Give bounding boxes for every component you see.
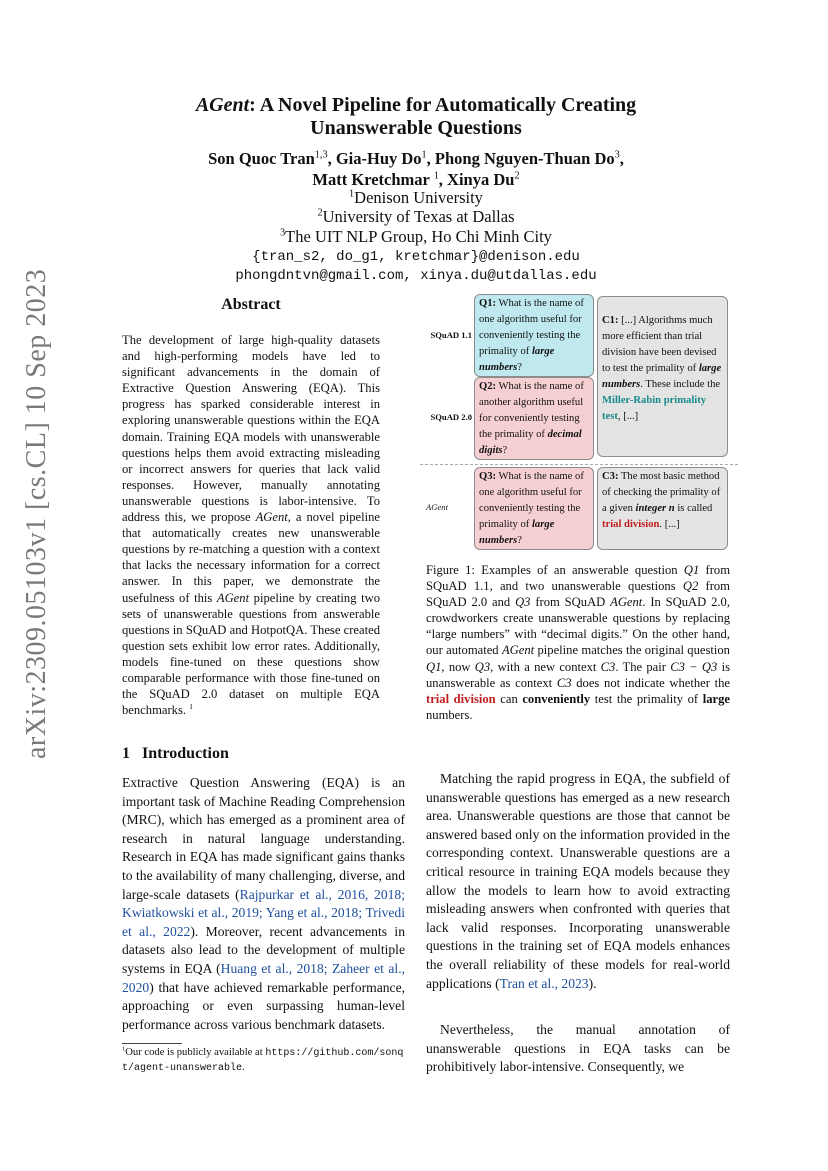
c1-em: large numbers (602, 363, 722, 390)
footnote-text: Our code is publicly available at (125, 1047, 266, 1058)
para-text: ) that have achieved remarkable performance, approaching or even surpassing human-level performance across various benchmark datasets. (122, 979, 405, 1032)
author-sup: 2 (514, 170, 520, 182)
cap-var: C3 (556, 675, 572, 690)
affil-sup: 1 (349, 188, 355, 200)
author-list (120, 148, 712, 190)
cap-var: Q1 (426, 659, 442, 674)
q2-text: What is the name of another algorithm useful for conveniently testing the primality of (479, 381, 584, 440)
intro-paragraph-2 (426, 770, 730, 993)
affil-sup: 2 (317, 207, 323, 219)
row-label-squad11: SQuAD 1.1 (430, 330, 472, 340)
cap-var: Q3 (515, 595, 531, 610)
cap-text: pipeline matches the original question (534, 643, 730, 658)
q2-em: decimal digits (479, 429, 582, 456)
para-text: Matching the rapid progress in EQA, the subfield of unanswerable questions has emerged as a new research area. Unanswerable questions are those that cannot be answered based only on the information provided in the corresponding context. Unanswerable questions are a critical resource in training EQA models because they allow the models to learn how to avoid extracting misleading answers when confronted with queries that lack valid responses. Incorporating unanswerable questions in the training set of EQA models enhances the overall reliability of these models for real-world applications ( (426, 771, 730, 991)
author-name: Son Quoc Tran (208, 149, 315, 168)
intro-paragraph-1 (122, 774, 405, 1034)
c3-text: The most basic method of checking the primality of a given (602, 471, 721, 514)
author-name: , Gia-Huy Do (327, 149, 422, 168)
cap-text: , with a new context (490, 659, 601, 674)
q2-box (474, 377, 594, 460)
author-name: Matt Kretchmar (312, 170, 430, 189)
footnote-mark: 1 (189, 701, 194, 711)
cap-text: can (495, 691, 523, 706)
c3-box (597, 467, 728, 550)
q1-text: What is the name of one algorithm useful for conveniently testing the primality of (479, 298, 584, 357)
q1-box (474, 294, 594, 377)
title-line2: Unanswerable Questions (310, 117, 522, 139)
abstract-text: , a novel pipeline that automatically creates new unanswerable questions by re-matching a question with a context that lacks the necessary information for a correct answer. In this paper, we demonstrate the usefulness of this (122, 510, 381, 605)
author-sup: 1 (433, 170, 439, 182)
author-sup: 1,3 (314, 149, 328, 161)
cap-var: Q2 (682, 579, 699, 594)
citation-link[interactable]: Rajpurkar et al., 2016, 2018; Kwiatkowski et al., 2019; Yang et al., 2018; Trivedi et al., 2022 (122, 886, 405, 939)
affil-name: The UIT NLP Group, Ho Chi Minh City (285, 227, 552, 246)
abstract-agent: AGent (255, 510, 288, 525)
author-name: , Phong Nguyen-Thuan Do (426, 149, 615, 168)
author-sep: , (619, 149, 624, 168)
c1-text: . These include the (640, 379, 721, 390)
figure-caption (426, 562, 730, 723)
q3-end: ? (517, 535, 522, 546)
para-text: Extractive Question Answering (EQA) is an important task of Machine Reading Comprehension (MRC), which has emerged as a prominent area of research in natural language understanding. Research in EQA has made significant gains thanks to the availability of many challenging, diverse, and large-scale datasets ( (122, 775, 405, 902)
footnote-url[interactable]: https://github.com/sonqt/agent-unanswerable (122, 1048, 404, 1074)
q1-end: ? (517, 362, 522, 373)
affil-name: University of Texas at Dallas (322, 207, 515, 226)
q1-em: large numbers (479, 346, 555, 373)
cap-text: from SQuAD (530, 595, 611, 610)
footnote-end: . (242, 1062, 245, 1073)
cap-text: from SQuAD 1.1, and two unanswerable questions (426, 563, 730, 594)
affiliation-3 (120, 227, 712, 247)
c1-text: , [...] (617, 411, 639, 422)
affil-sup: 3 (280, 227, 286, 239)
c1-box (597, 296, 728, 457)
cap-text: does not indicate whether the (571, 675, 730, 690)
figure-divider (420, 464, 738, 465)
q3-box (474, 467, 594, 550)
cap-var: Q3 (474, 659, 491, 674)
para-text: ). Moreover, recent advancements in datasets also lead to the development of multiple systems in EQA ( (122, 923, 405, 976)
cap-trial-division: trial division (426, 691, 496, 706)
c1-label: C1: (602, 315, 619, 326)
para-text: ). (588, 975, 597, 991)
row-label-squad20: SQuAD 2.0 (430, 412, 472, 422)
cap-var: C3 − Q3 (670, 659, 718, 674)
q2-end: ? (502, 445, 508, 456)
affil-name: Denison University (354, 188, 483, 207)
c3-em: integer n (635, 503, 675, 514)
email-line-2: phongdntvn@gmail.com, xinya.du@utdallas.edu (235, 268, 597, 284)
abstract-body (122, 332, 380, 718)
cap-text: , now (441, 659, 475, 674)
q3-em: large numbers (479, 519, 555, 546)
title-main: : A Novel Pipeline for Automatically Creating (249, 94, 637, 116)
cap-large: large (702, 691, 730, 706)
title-agent: AGent (195, 94, 250, 116)
email-line-1: {tran_s2, do_g1, kretchmar}@denison.edu (252, 249, 580, 265)
cap-text: test the primality of (590, 691, 703, 706)
affiliation-2 (120, 207, 712, 227)
abstract-text: The development of large high-quality datasets and high-performing models have led to significant advancements in the domain of Extractive Question Answering (EQA). This progress has sparked considerable interest in exploring unanswerable questions within the EQA domain. Training EQA models with unanswerable questions helps them avoid extracting misleading or incorrect answers for queries that lack valid responses. However, manually annotating unanswerable questions is labor-intensive. To address this, we propose (122, 333, 380, 525)
section-heading-introduction: 1 Introduction (122, 745, 229, 762)
row-label-agent: AGent (426, 502, 448, 512)
q1-label: Q1: (479, 298, 497, 309)
c3-label: C3: (602, 471, 619, 482)
cap-conveniently: conveniently (522, 691, 591, 706)
q3-label: Q3: (479, 471, 497, 482)
abstract-heading: Abstract (221, 296, 281, 313)
paper-title (120, 94, 712, 140)
cap-text: Figure 1: Examples of an answerable question (426, 563, 684, 577)
c3-text: is called (674, 503, 713, 514)
footnote-rule (122, 1043, 182, 1044)
cap-text: numbers. (426, 707, 473, 722)
cap-text: is unanswerable as context (426, 659, 730, 690)
abstract-agent: AGent (216, 590, 250, 605)
author-name: , Xinya Du (438, 170, 515, 189)
cap-text: . In SQuAD 2.0, crowdworkers create unanswerable questions by replacing “large numbers” with “decimal digits.” On the other hand, our automated (426, 595, 730, 658)
arxiv-stamp: arXiv:2309.05103v1 [cs.CL] 10 Sep 2023 (21, 268, 52, 759)
cap-text: from SQuAD 2.0 and (426, 579, 730, 610)
intro-paragraph-3: Nevertheless, the manual annotation of unanswerable questions in EQA tasks can be prohibitively labor-intensive. Consequently, we (426, 1022, 730, 1075)
c3-highlight: trial division (602, 519, 660, 530)
cap-agent: AGent (501, 643, 535, 658)
q2-label: Q2: (479, 381, 497, 392)
figure-1 (420, 294, 738, 552)
footnote-number: 1 (122, 1045, 126, 1053)
cap-agent: AGent (610, 595, 643, 610)
c1-highlight: Miller-Rabin primality test (602, 395, 707, 422)
cap-var: C3 (600, 659, 616, 674)
abstract-text: pipeline by creating two sets of unanswerable questions from answerable questions in SQuAD and HotpotQA. These created question sets exhibit low error rates. Additionally, models fine-tuned on these questions show comparable performance with those fine-tuned on the SQuAD 2.0 dataset on multiple EQA benchmarks. (122, 590, 380, 718)
cap-text: . The pair (615, 659, 671, 674)
citation-link[interactable]: Tran et al., 2023 (499, 975, 589, 991)
q3-text: What is the name of one algorithm useful for conveniently testing the primality of (479, 471, 584, 530)
author-sup: 3 (614, 149, 620, 161)
footnote (122, 1046, 412, 1076)
c1-text: [...] Algorithms much more efficient than trial division have been devised to test the primality of (602, 315, 717, 374)
cap-var: Q1 (683, 563, 700, 577)
citation-link[interactable]: Huang et al., 2018; Zaheer et al., 2020 (122, 960, 405, 995)
c3-text: . [...] (659, 519, 680, 530)
author-sup: 1 (421, 149, 427, 161)
affiliation-1 (120, 188, 712, 208)
